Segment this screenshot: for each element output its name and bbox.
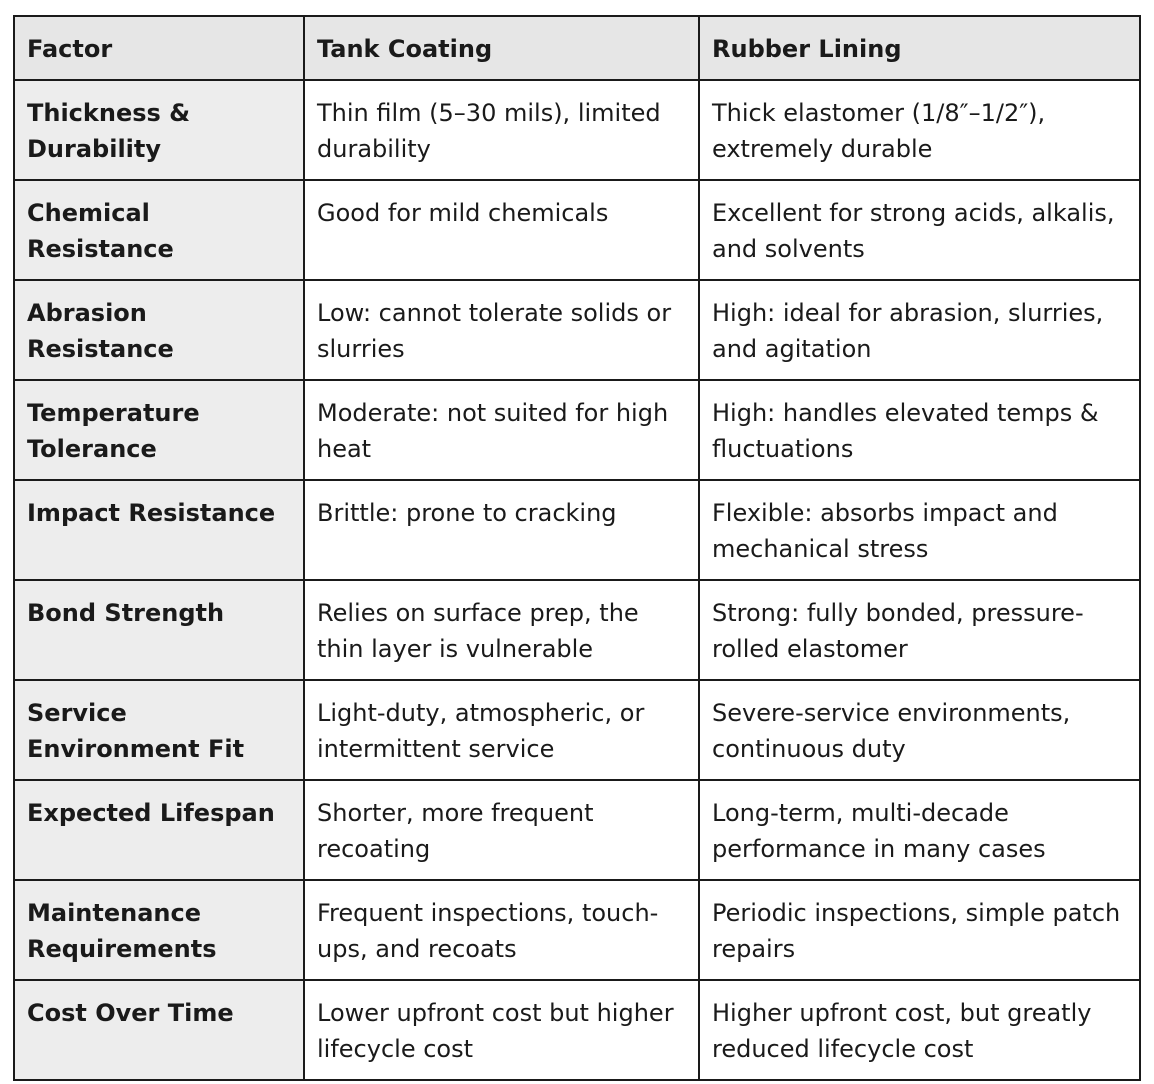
table-row <box>14 480 1140 580</box>
factor-cell: Service Environment Fit <box>14 680 304 780</box>
tank-coating-cell: Frequent inspections, touch-ups, and recoats <box>304 880 699 980</box>
table-body <box>14 80 1140 1080</box>
factor-cell: Impact Resistance <box>14 480 304 580</box>
table-row <box>14 680 1140 780</box>
tank-coating-cell: Brittle: prone to cracking <box>304 480 699 580</box>
table-row <box>14 980 1140 1080</box>
factor-cell: Expected Lifespan <box>14 780 304 880</box>
tank-coating-cell: Moderate: not suited for high heat <box>304 380 699 480</box>
tank-coating-cell: Light-duty, atmospheric, or intermittent service <box>304 680 699 780</box>
rubber-lining-cell: Flexible: absorbs impact and mechanical stress <box>699 480 1140 580</box>
factor-cell: Abrasion Resistance <box>14 280 304 380</box>
table-row <box>14 80 1140 180</box>
factor-cell: Bond Strength <box>14 580 304 680</box>
rubber-lining-cell: Thick elastomer (1/8″–1/2″), extremely durable <box>699 80 1140 180</box>
rubber-lining-cell: High: handles elevated temps & fluctuations <box>699 380 1140 480</box>
factor-cell: Temperature Tolerance <box>14 380 304 480</box>
comparison-table <box>13 15 1141 1081</box>
table-row <box>14 580 1140 680</box>
header-row <box>14 16 1140 80</box>
header-tank-coating: Tank Coating <box>304 16 699 80</box>
header-rubber-lining: Rubber Lining <box>699 16 1140 80</box>
table-row <box>14 380 1140 480</box>
header-factor: Factor <box>14 16 304 80</box>
tank-coating-cell: Thin film (5–30 mils), limited durability <box>304 80 699 180</box>
rubber-lining-cell: Strong: fully bonded, pressure-rolled elastomer <box>699 580 1140 680</box>
table-row <box>14 880 1140 980</box>
rubber-lining-cell: High: ideal for abrasion, slurries, and agitation <box>699 280 1140 380</box>
tank-coating-cell: Low: cannot tolerate solids or slurries <box>304 280 699 380</box>
table-row <box>14 280 1140 380</box>
factor-cell: Chemical Resistance <box>14 180 304 280</box>
tank-coating-cell: Good for mild chemicals <box>304 180 699 280</box>
tank-coating-cell: Shorter, more frequent recoating <box>304 780 699 880</box>
rubber-lining-cell: Periodic inspections, simple patch repairs <box>699 880 1140 980</box>
rubber-lining-cell: Long-term, multi-decade performance in many cases <box>699 780 1140 880</box>
factor-cell: Thickness & Durability <box>14 80 304 180</box>
table-row <box>14 780 1140 880</box>
factor-cell: Cost Over Time <box>14 980 304 1080</box>
rubber-lining-cell: Severe-service environments, continuous duty <box>699 680 1140 780</box>
rubber-lining-cell: Excellent for strong acids, alkalis, and solvents <box>699 180 1140 280</box>
table-header <box>14 16 1140 80</box>
rubber-lining-cell: Higher upfront cost, but greatly reduced lifecycle cost <box>699 980 1140 1080</box>
tank-coating-cell: Relies on surface prep, the thin layer is vulnerable <box>304 580 699 680</box>
tank-coating-cell: Lower upfront cost but higher lifecycle cost <box>304 980 699 1080</box>
factor-cell: Maintenance Requirements <box>14 880 304 980</box>
table-row <box>14 180 1140 280</box>
